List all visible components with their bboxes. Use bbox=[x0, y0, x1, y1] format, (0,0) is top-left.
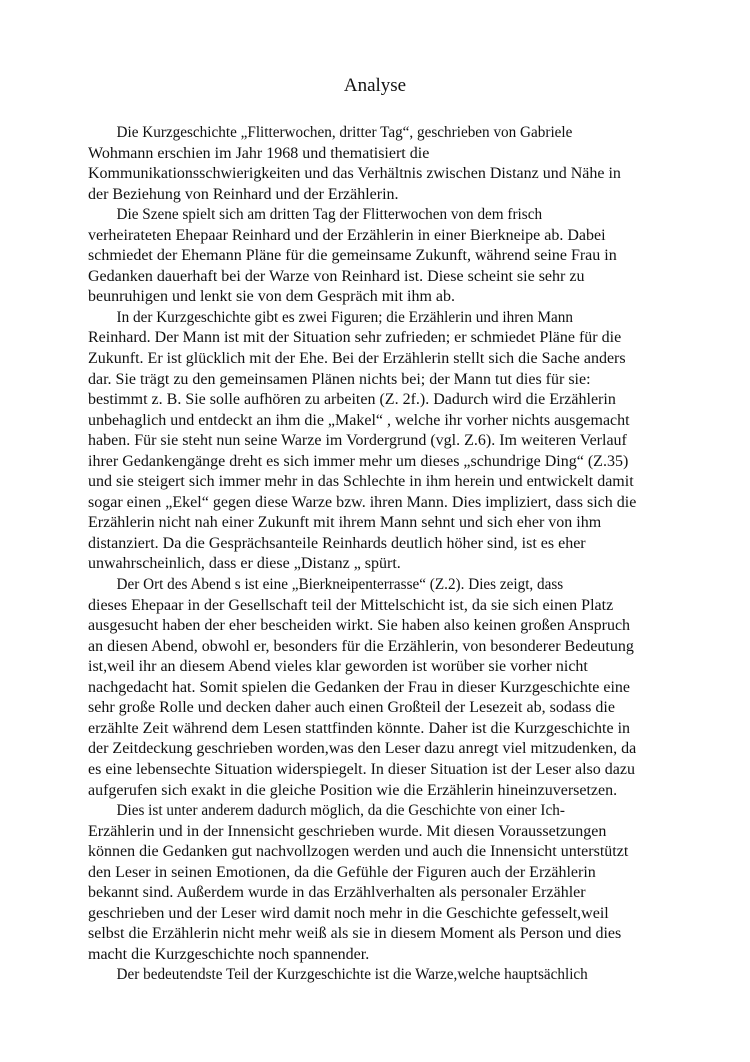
paragraph-line: können die Gedanken gut nachvollzogen werden und auch die Innensicht unterstützt bbox=[88, 843, 629, 861]
paragraph-line: Die Szene spielt sich am dritten Tag der Flitterwochen von dem frisch bbox=[116, 206, 543, 224]
paragraph-line: schmiedet der Ehemann Pläne für die gemeinsame Zukunft, während seine Frau in bbox=[88, 247, 617, 265]
paragraph-line: an diesen Abend, obwohl er, besonders für die Erzählerin, von besonderer Bedeutung bbox=[88, 637, 634, 655]
paragraph-line: bestimmt z. B. Sie solle aufhören zu arbeiten (Z. 2f.). Dadurch wird die Erzählerin bbox=[88, 391, 616, 409]
paragraph-line: ist,weil ihr an diesem Abend vieles klar geworden ist worüber sie vorher nicht bbox=[88, 658, 588, 676]
paragraph-line: Kommunikationsschwierigkeiten und das Verhältnis zwischen Distanz und Nähe in bbox=[88, 165, 621, 183]
paragraph-line: macht die Kurzgeschichte noch spannender. bbox=[88, 945, 370, 963]
paragraph bbox=[88, 965, 692, 986]
paragraph-line: ihrer Gedankengänge dreht es sich immer mehr um dieses „schundrige Ding“ (Z.35) bbox=[88, 452, 629, 470]
paragraph-line: Gedanken dauerhaft bei der Warze von Reinhard ist. Diese scheint sie sehr zu bbox=[88, 267, 585, 285]
paragraph-line: sehr große Rolle und decken daher auch einen Großteil der Lesezeit ab, sodass die bbox=[88, 699, 615, 717]
paragraph-line: dieses Ehepaar in der Gesellschaft teil der Mittelschicht ist, da sie sich einen Platz bbox=[88, 596, 614, 614]
paragraph-line: der Zeitdeckung geschrieben worden,was den Leser dazu anregt viel mitzudenken, da bbox=[88, 740, 637, 758]
paragraph-line: unbehaglich und entdeckt an ihm die „Makel“ , welche ihr vorher nichts ausgemacht bbox=[88, 411, 630, 429]
paragraph-line: nachgedacht hat. Somit spielen die Gedanken der Frau in dieser Kurzgeschichte eine bbox=[88, 678, 631, 696]
paragraph-line: Zukunft. Er ist glücklich mit der Ehe. Bei der Erzählerin stellt sich die Sache anders bbox=[88, 350, 626, 368]
paragraph-line: verheirateten Ehepaar Reinhard und der Erzählerin in einer Bierkneipe ab. Dabei bbox=[88, 226, 606, 244]
paragraph-line: es eine lebensechte Situation widerspiegelt. In dieser Situation ist der Leser also dazu bbox=[88, 760, 635, 778]
paragraph-line: und sie steigert sich immer mehr in das Schlechte in ihm herein und entwickelt damit bbox=[88, 473, 634, 491]
paragraph-line: unwahrscheinlich, dass er diese „Distanz „ spürt. bbox=[88, 555, 401, 573]
paragraph bbox=[88, 801, 692, 965]
paragraph-line: Die Kurzgeschichte „Flitterwochen, dritter Tag“, geschrieben von Gabriele bbox=[116, 124, 573, 141]
paragraph-line: erzählte Zeit während dem Lesen stattfinden könnte. Daher ist die Kurzgeschichte in bbox=[88, 719, 631, 737]
paragraph-line: Der Ort des Abend s ist eine „Bierkneipenterrasse“ (Z.2). Dies zeigt, dass bbox=[116, 576, 564, 594]
paragraph-line: dar. Sie trägt zu den gemeinsamen Plänen nichts bei; der Mann tut dies für sie: bbox=[88, 370, 591, 388]
paragraph bbox=[88, 308, 692, 575]
paragraph-line: den Leser in seinen Emotionen, da die Gefühle der Figuren auch der Erzählerin bbox=[88, 863, 596, 881]
paragraph-line: sogar einen „Ekel“ gegen diese Warze bzw. ihren Mann. Dies impliziert, dass sich die bbox=[88, 493, 637, 511]
paragraph-line: Wohmann erschien im Jahr 1968 und thematisiert die bbox=[88, 144, 430, 162]
paragraph-line: Erzählerin nicht nah einer Zukunft mit ihrem Mann sehnt und sich eher von ihm bbox=[88, 514, 602, 532]
paragraph-line: beunruhigen und lenkt sie von dem Gespräch mit ihm ab. bbox=[88, 288, 456, 306]
paragraph-line: selbst die Erzählerin nicht mehr weiß als sie in diesem Moment als Person und dies bbox=[88, 925, 622, 943]
page-title: Analyse bbox=[343, 75, 407, 96]
paragraph bbox=[88, 123, 692, 205]
paragraph-line: haben. Für sie steht nun seine Warze im Vordergrund (vgl. Z.6). Im weiteren Verlauf bbox=[88, 432, 627, 450]
document-body bbox=[88, 123, 692, 986]
paragraph-line: aufgerufen sich exakt in die gleiche Position wie die Erzählerin hineinzuversetzen. bbox=[88, 781, 618, 799]
paragraph-line: In der Kurzgeschichte gibt es zwei Figuren; die Erzählerin und ihren Mann bbox=[116, 308, 573, 326]
paragraph-line: ausgesucht haben der eher bescheiden wirkt. Sie haben also keinen großen Anspruch bbox=[88, 617, 631, 635]
paragraph-line: Erzählerin und in der Innensicht geschrieben wurde. Mit diesen Voraussetzungen bbox=[88, 822, 607, 840]
paragraph-line: Reinhard. Der Mann ist mit der Situation sehr zufrieden; er schmiedet Pläne für die bbox=[88, 329, 622, 347]
paragraph-line: Dies ist unter anderem dadurch möglich, da die Geschichte von einer Ich- bbox=[116, 802, 565, 820]
paragraph-line: der Beziehung von Reinhard und der Erzählerin. bbox=[88, 185, 399, 203]
paragraph bbox=[88, 575, 692, 801]
paragraph-line: distanziert. Da die Gesprächsanteile Reinhards deutlich höher sind, ist es eher bbox=[88, 534, 586, 552]
paragraph-line: Der bedeutendste Teil der Kurzgeschichte ist die Warze,welche hauptsächlich bbox=[116, 966, 588, 984]
paragraph-line: geschrieben und der Leser wird damit noch mehr in die Geschichte gefesselt,weil bbox=[88, 904, 609, 922]
paragraph-line: bekannt sind. Außerdem wurde in das Erzählverhalten als personaler Erzähler bbox=[88, 884, 586, 902]
paragraph bbox=[88, 205, 692, 308]
